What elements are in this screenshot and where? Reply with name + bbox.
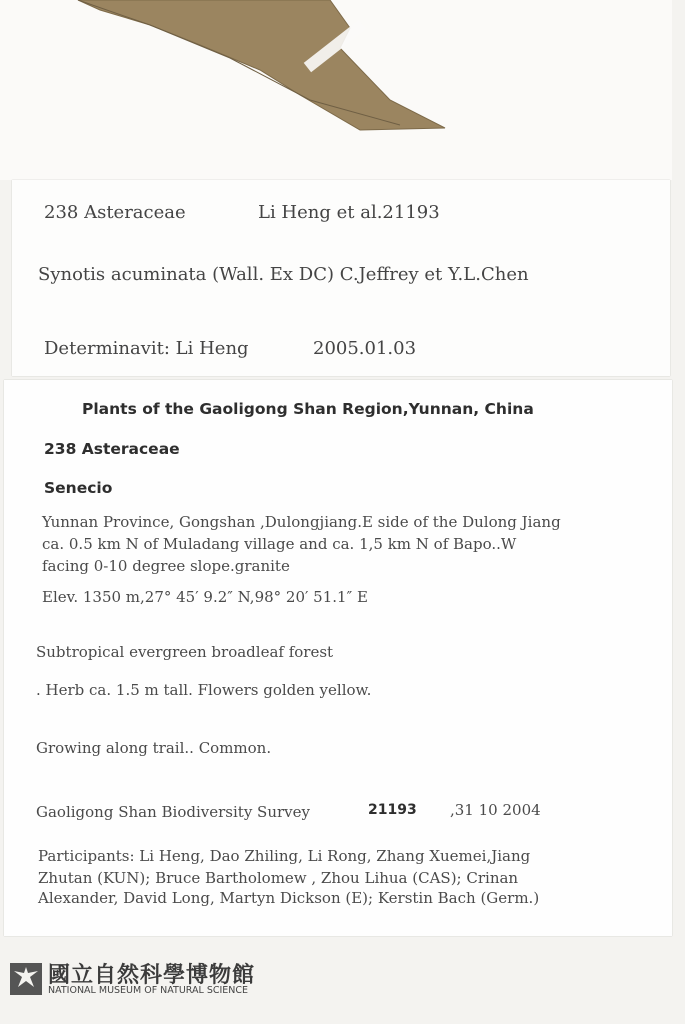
museum-name-english: NATIONAL MUSEUM OF NATURAL SCIENCE <box>48 985 249 996</box>
determination-label <box>12 180 670 376</box>
label-locality-2: ca. 0.5 km N of Muladang village and ca. 1,5 km N of Bapo..W <box>42 535 517 553</box>
label-habitat: Subtropical evergreen broadleaf forest <box>36 643 334 661</box>
label-participants-1: Participants: Li Heng, Dao Zhiling, Li Rong, Zhang Xuemei,Jiang <box>38 847 531 865</box>
label-title: Plants of the Gaoligong Shan Region,Yunnan, China <box>82 400 534 418</box>
label-survey-date: ,31 10 2004 <box>450 801 541 819</box>
label-notes: Growing along trail.. Common. <box>36 739 272 757</box>
label-family: 238 Asteraceae <box>44 440 180 458</box>
label-participants-3: Alexander, David Long, Martyn Dickson (E); Kerstin Bach (Germ.) <box>38 889 540 907</box>
collection-label <box>4 380 672 936</box>
label-survey: Gaoligong Shan Biodiversity Survey <box>36 803 310 821</box>
leaf-specimen <box>0 0 685 180</box>
det-determinavit: Determinavit: Li Heng <box>44 338 249 359</box>
museum-name-chinese: 國立自然科學博物館 <box>48 963 256 988</box>
det-collector-number: Li Heng et al.21193 <box>258 202 440 223</box>
label-genus: Senecio <box>44 479 113 497</box>
det-family: 238 Asteraceae <box>44 202 186 223</box>
label-elevation: Elev. 1350 m,27° 45′ 9.2″ N,98° 20′ 51.1″ E <box>42 588 368 606</box>
det-date: 2005.01.03 <box>313 338 417 359</box>
det-taxon: Synotis acuminata (Wall. Ex DC) C.Jeffrey et Y.L.Chen <box>38 264 529 285</box>
label-locality-1: Yunnan Province, Gongshan ,Dulongjiang.E side of the Dulong Jiang <box>42 513 561 531</box>
label-description: . Herb ca. 1.5 m tall. Flowers golden yellow. <box>36 681 372 699</box>
label-survey-number: 21193 <box>368 802 417 818</box>
museum-logo-icon <box>10 963 42 995</box>
label-locality-3: facing 0-10 degree slope.granite <box>42 557 290 575</box>
label-participants-2: Zhutan (KUN); Bruce Bartholomew , Zhou Lihua (CAS); Crinan <box>38 869 519 887</box>
